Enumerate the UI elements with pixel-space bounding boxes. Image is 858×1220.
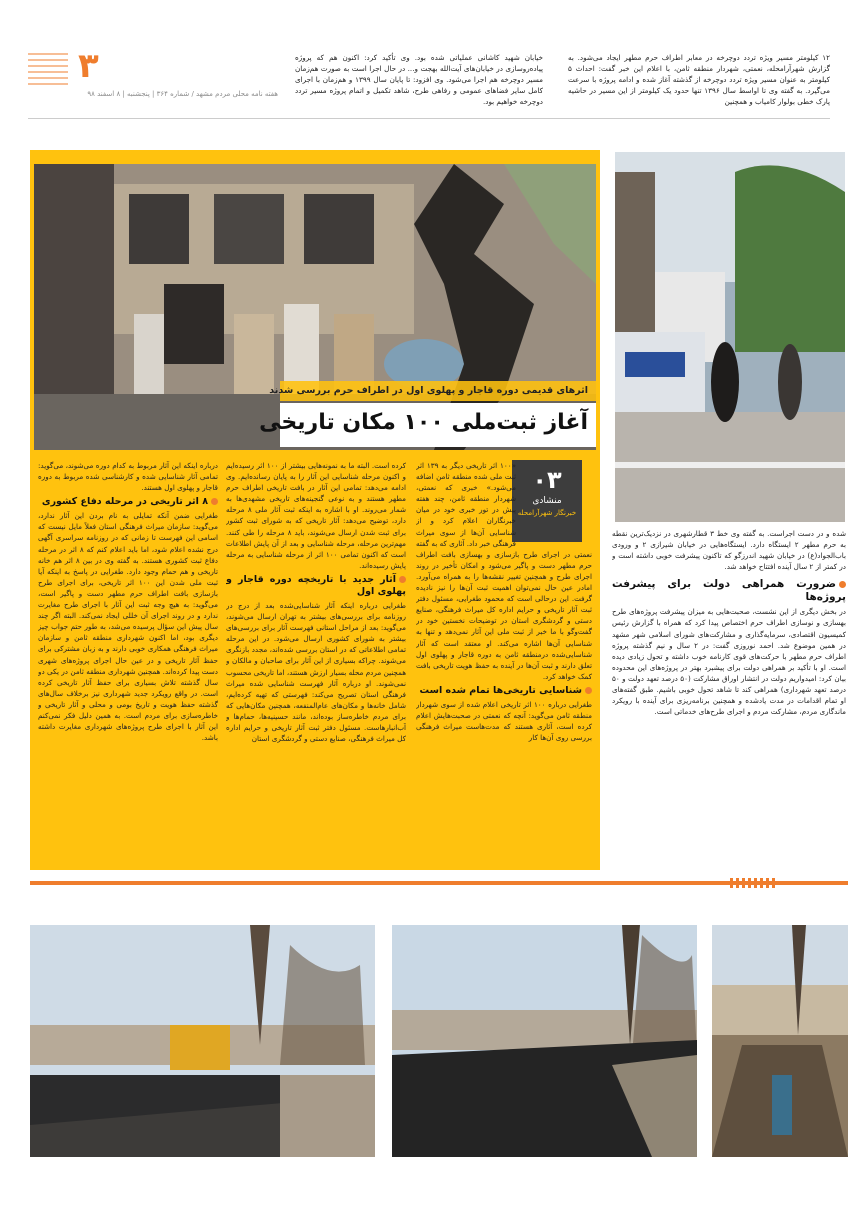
masthead-text: هفته نامه محلی مردم مشهد / شماره ۳۶۴ | پنجشنبه | ۸ اسفند ۹۸ [87, 90, 278, 98]
article-col-1 [416, 460, 592, 858]
sidebar-text [612, 528, 846, 873]
subhead-2-text: آثار جدید با تاریخچه دوره قاجار و پهلوی اول [226, 573, 406, 597]
road-paving-photo-2 [392, 925, 697, 1157]
sidebar-subhead [612, 578, 846, 604]
article-col-3b-text: طغرایی ضمن آنکه تمایلی به نام بردن این آثار ندارد، می‌گوید: سازمان میراث فرهنگی استان فعلاً مایل نیست که اسامی این فهرست تا زمانی که در روزنامه سراسری آگهی درج نشده اعلام شود، اما باید اعلام کنم که ۸ اثر در مرحله دفاع ثبت کشوری هستند. به گفته وی در بین ۸ اثر هم خانه تاریخی و هم حمام وجود دارد. طغرایی در پاسخ به اینکه آیا ثبت ملی شدن این ۱۰۰ اثر تاریخی، برای اجرای طرح بازسازی بافت اطراف حرم مطهر دست ‌و پاگیر است، می‌گوید: به هیچ وجه ثبت این آثار با اجرای طرح مغایرت ندارد و در روند اجرای آن خللی ایجاد نمی‌کند. البته اگر چند سال پیش این سؤال پرسیده می‌شد، به طور حتم جواب چیز دیگری بود، اما اکنون شهرداری منطقه ثامن و سازمان میراث فرهنگی همکاری خوبی دارند و به زبان مشترکی برای حفظ آثار تاریخی و در عین حال اجرای پروژه‌های شهری دست پیدا کرده‌اند. همچنین شهرداری منطقه ثامن در یکی دو سال گذشته تلاش بسیاری برای حفظ آثار تاریخی کرده است. در واقع رویکرد جدید شهرداری نیز برخلاف سال‌های گذشته حفظ هویت و تاریخ بومی و محلی و آثار تاریخی و خاطره‌سازی برای مردم است. به همین دلیل فکر نمی‌کنم این آثار با اجرای طرح پروژه‌های شهرداری مغایرت داشته باشد. [38, 511, 218, 743]
article-title: آغاز ثبت‌ملی ۱۰۰ مکان تاریخی [280, 403, 596, 447]
bullet-icon [399, 576, 406, 583]
subhead-1-text: شناسایی تاریخی‌ها تمام شده است [419, 684, 582, 696]
title-block [259, 375, 596, 449]
sidebar-text-2: در بخش دیگری از این نشست، صحبت‌هایی به میزان پیشرفت پروژه‌های طرح بهسازی و نوسازی اطراف حرم اختصاص پیدا کرد که همراه با گزارش رئیس کمیسیون اقتصادی، سرمایه‌گذاری و مشارکت‌های شورای اسلامی شهر مشهد در همین موضوع شد. احمد نوروزی گفت: در ۲ سال و نیم گذشته پروژه اطراف حرم مطهر با حرکت‌های قوی کارنامه خوب داشته و تحول زیادی دیده است. او با تأکید بر همراهی دولت برای پیشبرد بهتر در پروژه‌های این محدوده بیان کرد: امیدواریم دولت در انتشار اوراق مشارکت (۵۰ درصد تعهد دولت و ۵۰ درصد تعهد شهرداری) همراهی کند تا شاهد تحول خوبی باشیم. طبق گفته‌های او تمام اقدامات در مدت یادشده و همچنین برنامه‌ریزی برای آینده با رویکرد ماندگاری مردم، مشارکت مردم و اجرای طرح‌های خدماتی است. [612, 607, 846, 717]
subhead-3 [38, 496, 218, 508]
article-box [30, 150, 600, 870]
author-number: ۰۳ [532, 466, 562, 494]
orange-divider [30, 878, 848, 888]
street-photo [615, 152, 845, 522]
article-col-2 [226, 460, 406, 858]
subhead-2 [226, 574, 406, 598]
article-col-2b-text: طغرایی درباره اینکه آثار شناسایی‌شده بعد از درج در روزنامه برای بررسی‌های بیشتر به تهران ارسال می‌شوند، می‌گوید: بعد از مراحل استانی فهرست آثار برای بررسی‌های بیشتر به شورای کشوری ارسال می‌شود. در این مرحله تمامی اطلاعاتی که در استان بررسی شده‌اند، مجدد بازنگری می‌شوند. چراکه بسیاری از این آثار برای صاحبان و مالکان و همچنین مردم محله بسیار ارزش هستند، اما تاریخی محسوب نمی‌شوند. او درباره آثار فهرست شناسایی شده میراث فرهنگی استان تصریح می‌کند: فهرستی که تهیه کرده‌ایم، شامل خانه‌ها و مکان‌های عام‌المنفعه، همچنین مکان‌هایی که برای مردم خاطره‌ساز بوده‌اند، مانند حسینیه‌ها، حمام‌ها و آب‌انبارهاست. مسئول دفتر ثبت آثار تاریخی و حرایم اداره کل میراث فرهنگی، صنایع دستی و گردشگری استان [226, 600, 406, 744]
bullet-icon [839, 581, 846, 588]
sidebar-subhead-text: ضرورت همراهی دولت برای پیشرفت پروژه‌ها [612, 578, 846, 604]
road-paving-photo-1 [30, 925, 375, 1157]
top-column-left: خیابان شهید کاشانی عملیاتی شده بود. وی تأکید کرد: اکنون هم که پروژه پیاده‌روسازی در خیابان‌های آیت‌الله بهجت و... در حال اجرا است به صورت هم‌زمان مسیر دوچرخه هم اجرا می‌شود. وی افزود: تا پایان سال ۱۳۹۹ و هم‌زمان با اجرای کامل سایر فضاهای عمومی و رفاهی طرح، شاهد تکمیل و اتمام پروژه مسیر تردد دوچرخه خواهیم بود. [295, 53, 543, 107]
top-header [0, 0, 858, 120]
subhead-3-text: ۸ اثر تاریخی در مرحله دفاع کشوری [41, 496, 208, 508]
bullet-icon [211, 498, 218, 505]
page-number: ۳ [78, 46, 99, 86]
page-number-lines [28, 50, 124, 88]
sidebar-text-1: شده و در دست اجراست. به گفته وی خط ۳ قطارشهری در نزدیک‌ترین نقطه به حرم مطهر ۲ ایستگاه دارد. ایستگاه‌هایی در خیابان شیرازی ۲ و ورودی باب‌الجواد(ع) در خیابان شهید اندرزگو که تاکنون پیشرفت خوبی داشته است و در کمتر از ۲ سال آینده افتتاح خواهد شد. [612, 529, 846, 572]
article-col-3 [38, 460, 218, 858]
article-col-2-text: کرده است. البته ما به نمونه‌هایی بیشتر از ۱۰۰ اثر رسیده‌ایم و اکنون مرحله شناسایی این آثار را به پایان رسانده‌ایم. وی ادامه می‌دهد: تمامی این آثار در بافت تاریخی اطراف حرم مطهر هستند و به نوعی گنجینه‌های تاریخی مشهدی‌ها به شمار می‌روند. او با اشاره به اینکه ثبت آثار ملی ۸ مرحله دارد، توضیح می‌دهد: آثار تاریخی که به شورای ثبت کشور برای ثبت شدن ارسال می‌شوند، باید ۸ مرحله را طی کنند. مهم‌ترین مرحله، مرحله شناسایی و بعد از آن پایش اطلاعات است که اکنون تمامی ۱۰۰ اثر از مرحله شناسایی به مرحله پایش رسیده‌اند. [226, 461, 406, 570]
page-number-box [28, 46, 124, 88]
top-column-right: ۱۲ کیلومتر مسیر ویژه تردد دوچرخه در معابر اطراف حرم مطهر ایجاد می‌شود. به گزارش شهرآرامحله، نعمتی، شهردار منطقه ثامن، با اعلام این خبر گفت: احداث ۵ کیلومتر به عنوان مسیر ویژه تردد دوچرخه از گذشته آغاز شده و ادامه پروژه با سرعت می‌گیرد. به گفته وی تا اواسط سال ۱۳۹۶ تنها حدود یک کیلومتر از این مسیر در حاشیه پارک خطی بولوار کامیاب و همچنین [568, 53, 830, 107]
subhead-1 [416, 685, 592, 697]
author-role: خبرنگار شهرآرامحله [517, 509, 577, 517]
article-kicker: اثرهای قدیمی دوره قاجار و پهلوی اول در اطراف حرم بررسی شدند [280, 381, 596, 401]
article-col-1b-text: طغرایی درباره ۱۰۰ اثر تاریخی اعلام شده از سوی شهردار منطقه ثامن می‌گوید: آنچه که نعمتی در صحبت‌هایش اعلام کرده است، آثاری هستند که مدت‌هاست میراث فرهنگی بررسی روی آن‌ها کار [416, 699, 592, 743]
author-box-space [516, 460, 592, 546]
article-col-1-text: «۱۰۰ اثر تاریخی دیگر به ۱۳۹ اثر ثبت ملی شده منطقه ثامن اضافه می‌شود.» خبری که نعمتی، شهردار منطقه ثامن، چند هفته پیش در تور خبری خود در میان خبرنگاران اعلام کرد و از شناسایی آن‌ها از سوی میراث فرهنگی خبر داد. آثاری که به گفته نعمتی در اجرای طرح بازسازی و بهسازی بافت اطراف حرم مطهر دست‌ و پاگیر می‌شود و امکان تأخیر در روند اجرای طرح و همچنین تغییر نقشه‌ها را به همراه می‌آورد. امادر عین حال نمی‌توان اهمیت ثبت آن‌ها را نیز نادیده گرفت. این درحالی است که محمود طغرایی، مسئول دفتر ثبت آثار تاریخی و حرایم اداره کل میراث فرهنگی، صنایع دستی و گردشگری استان در توضیحات نخستین خود در گفت‌وگو با ما خبر از ثبت ملی این آثار نمی‌دهد و تنها به شناسایی آن‌ها اشاره می‌کند. او معتقد است که آثار شناسایی‌شده درمنطقه ثامن به دوره قاجار و پهلوی اول تعلق دارند و ثبت آن‌ها در آینده به حفظ هویت تاریخی بافت کمک خواهد کرد. [416, 461, 592, 681]
header-divider [28, 118, 830, 119]
author-name: منشادی [532, 496, 562, 506]
construction-site-photo [712, 925, 848, 1157]
bullet-icon [585, 687, 592, 694]
article-col-3-text: درباره اینکه این آثار مربوط به کدام دوره می‌شوند، می‌گوید: تمامی آثار شناسایی شده و کارشناسی شده مربوط به دوره قاجار و پهلوی اول هستند. [38, 461, 218, 493]
